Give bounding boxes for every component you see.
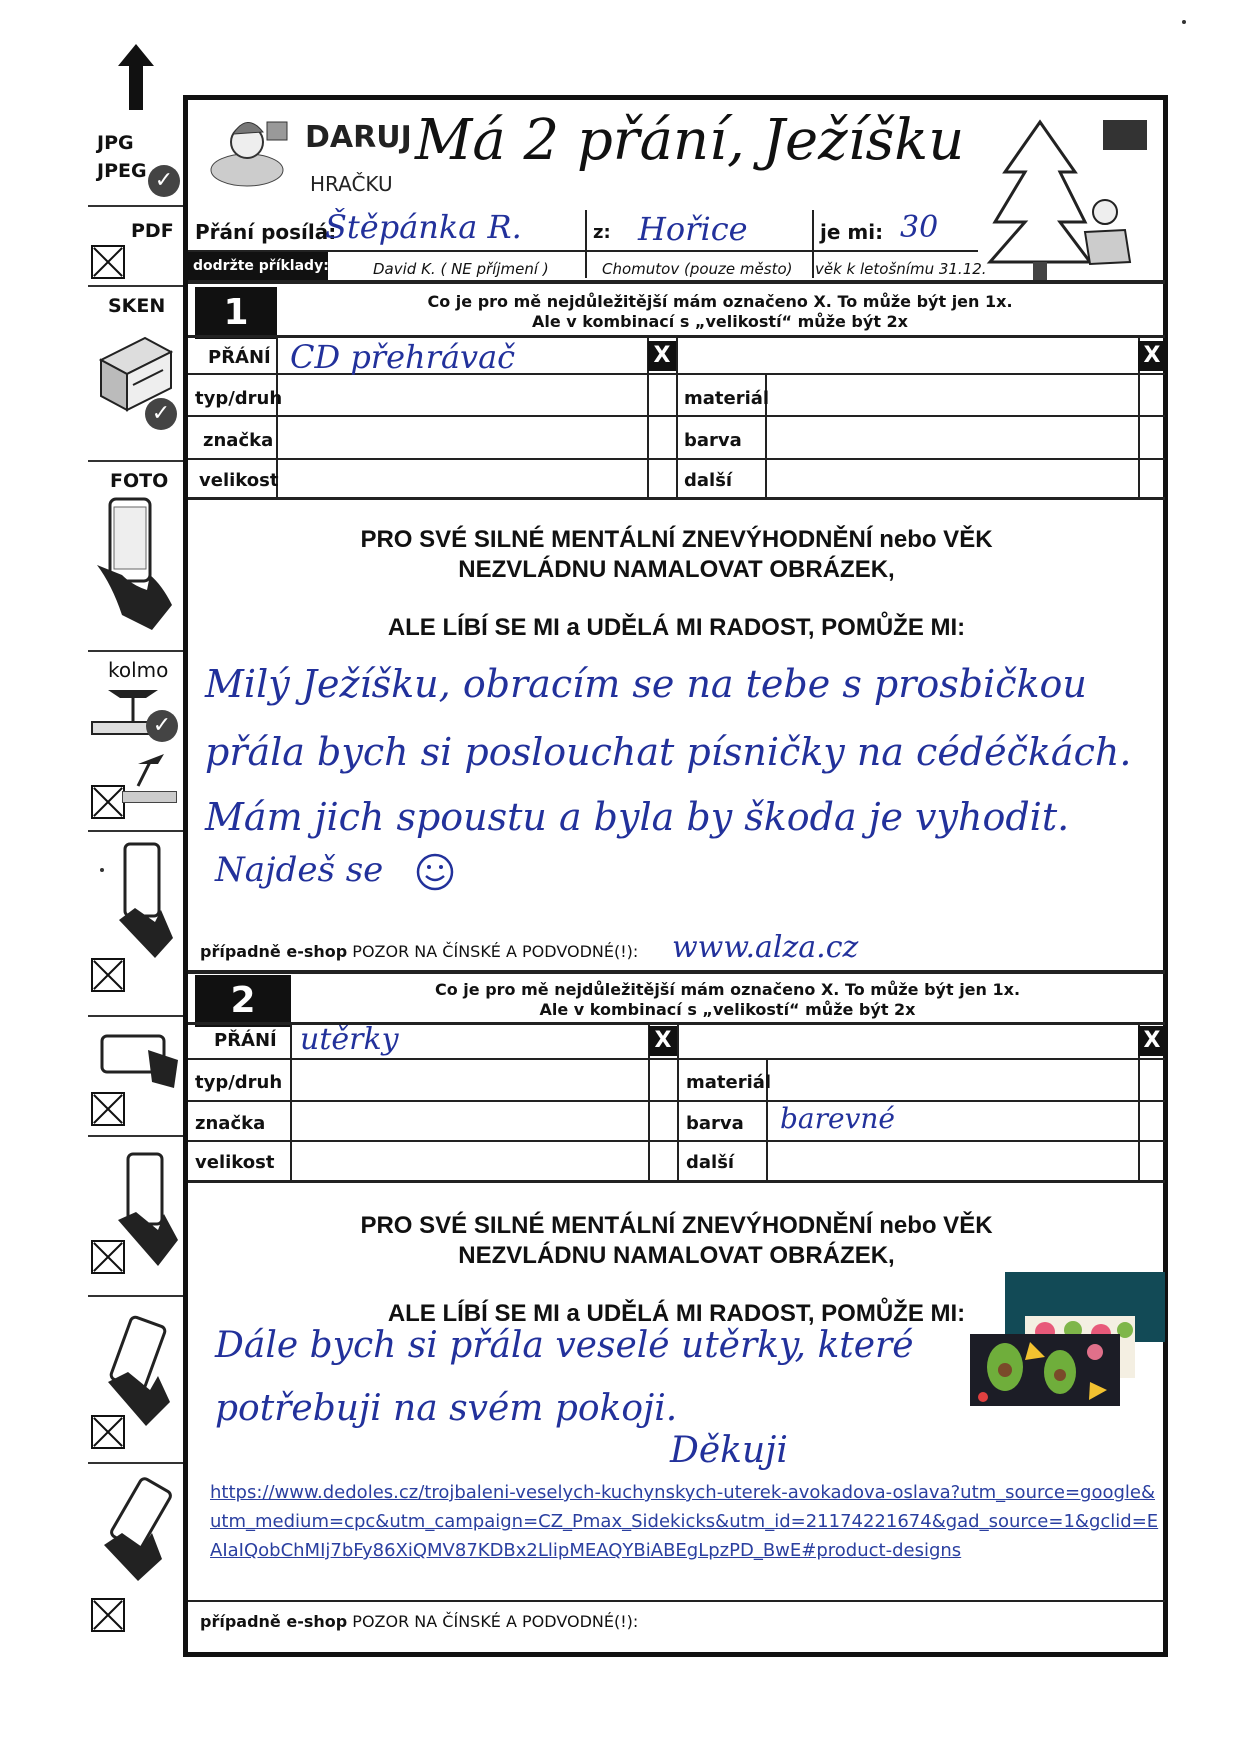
from-value: Hořice	[638, 210, 748, 248]
instruction-line: Ale v kombinací s „velikostí“ může být 2x	[532, 312, 908, 331]
checkbox-x-icon	[91, 1415, 125, 1449]
checkbox-x-icon	[91, 958, 125, 992]
notice-text: PRO SVÉ SILNÉ MENTÁLNÍ ZNEVÝHODNĚNÍ nebo VĚK	[360, 1212, 993, 1239]
sender-value: Štěpánka R.	[325, 208, 522, 246]
field-label: PŘÁNÍ	[214, 1030, 277, 1051]
wish-value: CD přehrávač	[290, 338, 516, 376]
eshop-value: www.alza.cz	[672, 930, 859, 965]
jpeg-label: JPEG	[97, 160, 147, 182]
kolmo-label: kolmo	[108, 658, 169, 682]
christmas-tree-icon	[985, 112, 1155, 282]
letter-line: přála bych si poslouchat písničky na cédéčkách.	[205, 730, 1132, 774]
field-label: typ/druh	[195, 388, 283, 409]
checkbox-x-icon	[91, 1598, 125, 1632]
notice-text: ALE LÍBÍ SE MI a UDĚLÁ MI RADOST, POMŮŽE MI:	[387, 614, 966, 641]
instruction-line: Co je pro mě nejdůležitější mám označeno X. To může být jen 1x.	[427, 292, 1013, 311]
x-mark-icon: X	[648, 341, 676, 371]
phone-rotated-icon	[98, 1475, 180, 1585]
checkmark-icon: ✓	[148, 165, 180, 197]
field-label: barva	[686, 1113, 744, 1134]
phone-landscape-icon	[98, 1030, 180, 1090]
field-label: velikost	[199, 470, 279, 491]
letter-line: Děkuji	[670, 1430, 788, 1471]
x-mark-icon: X	[1138, 1026, 1166, 1056]
notice-text: NEZVLÁDNU NAMALOVAT OBRÁZEK,	[458, 556, 895, 583]
notice-text: PRO SVÉ SILNÉ MENTÁLNÍ ZNEVÝHODNĚNÍ nebo VĚK	[360, 526, 993, 553]
field-label: další	[686, 1152, 735, 1173]
page-title: Má 2 přání, Ježíšku	[415, 108, 965, 173]
age-label: je mi:	[820, 220, 884, 244]
checkmark-icon: ✓	[146, 710, 178, 742]
eshop-warning: POZOR NA ČÍNSKÉ A PODVODNÉ(!):	[352, 942, 639, 961]
wish-number: 1	[195, 287, 277, 339]
eshop-label: případně e-shop	[200, 942, 348, 961]
logo-subtext: HRAČKU	[310, 172, 393, 196]
field-label: typ/druh	[195, 1072, 283, 1093]
phone-angled-icon	[98, 1310, 180, 1430]
example-age: věk k letošnímu 31.12.	[815, 260, 987, 278]
checkbox-x-icon	[91, 1092, 125, 1126]
example-city: Chomutov (pouze město)	[602, 260, 793, 278]
product-photo	[965, 1272, 1165, 1407]
instruction-line: Co je pro mě nejdůležitější mám označeno X. To může být jen 1x.	[434, 980, 1021, 999]
example-label: dodržte příklady:	[193, 258, 329, 274]
smiley-icon	[415, 852, 455, 892]
arrow-up-icon	[118, 44, 154, 110]
field-label: velikost	[195, 1152, 275, 1173]
instruction-line: Ale v kombinací s „velikostí“ může být 2x	[539, 1000, 916, 1019]
x-mark-icon: X	[1138, 341, 1166, 371]
notice-text: NEZVLÁDNU NAMALOVAT OBRÁZEK,	[458, 1242, 895, 1269]
letter-line: Dále bych si přála veselé utěrky, které	[215, 1325, 914, 1366]
checkbox-x-icon	[91, 245, 125, 279]
checkmark-icon: ✓	[145, 398, 177, 430]
field-label: materiál	[684, 388, 770, 409]
barva-value: barevné	[780, 1102, 895, 1135]
field-label: materiál	[686, 1072, 772, 1093]
eshop-label: případně e-shop	[200, 1612, 348, 1631]
jpg-label: JPG	[97, 132, 134, 154]
letter-line: potřebuji na svém pokoji.	[215, 1388, 678, 1429]
sender-label: Přání posílá:	[195, 220, 337, 244]
notice-text: ALE LÍBÍ SE MI a UDĚLÁ MI RADOST, POMŮŽE MI:	[387, 1300, 966, 1327]
field-label: značka	[203, 430, 274, 451]
product-link[interactable]: https://www.dedoles.cz/trojbaleni-veselych-kuchynskych-uterek-avokadova-oslava?utm_source=google&utm_medium=cpc&utm_campaign=CZ_Pmax_Sidekicks&utm_id=21174221674&gad_source=1&gclid=EAIaIQobChMIj7bFy86XiQMV87KDBx2LlipMEAQYBiABEgLpzPD_BwE#product-designs	[210, 1482, 1159, 1561]
example-name: David K. ( NE příjmení )	[373, 260, 549, 278]
field-label: značka	[195, 1113, 266, 1134]
pdf-label: PDF	[131, 220, 174, 242]
letter-line: Mám jich spoustu a byla by škoda je vyhodit.	[205, 795, 1070, 839]
letter-line: Milý Ježíšku, obracím se na tebe s prosbičkou	[205, 662, 1087, 706]
checkbox-x-icon	[91, 785, 125, 819]
sken-label: SKEN	[108, 295, 166, 317]
field-label: PŘÁNÍ	[208, 347, 271, 368]
from-label: z:	[593, 222, 611, 243]
logo-text: DARUJ	[305, 120, 412, 155]
letter-line: Najdeš se	[215, 850, 384, 890]
eshop-warning: POZOR NA ČÍNSKÉ A PODVODNÉ(!):	[352, 1612, 639, 1631]
santa-logo-icon	[207, 112, 297, 190]
phone-portrait-icon	[115, 840, 175, 960]
field-label: barva	[684, 430, 742, 451]
field-label: další	[684, 470, 733, 491]
checkbox-x-icon	[91, 1240, 125, 1274]
age-value: 30	[900, 210, 939, 245]
phone-photo-icon	[92, 495, 177, 635]
x-mark-icon: X	[649, 1026, 677, 1056]
tilted-icon	[128, 752, 178, 792]
foto-label: FOTO	[110, 470, 169, 492]
wish-value: utěrky	[300, 1022, 399, 1057]
wish-number: 2	[195, 975, 291, 1027]
